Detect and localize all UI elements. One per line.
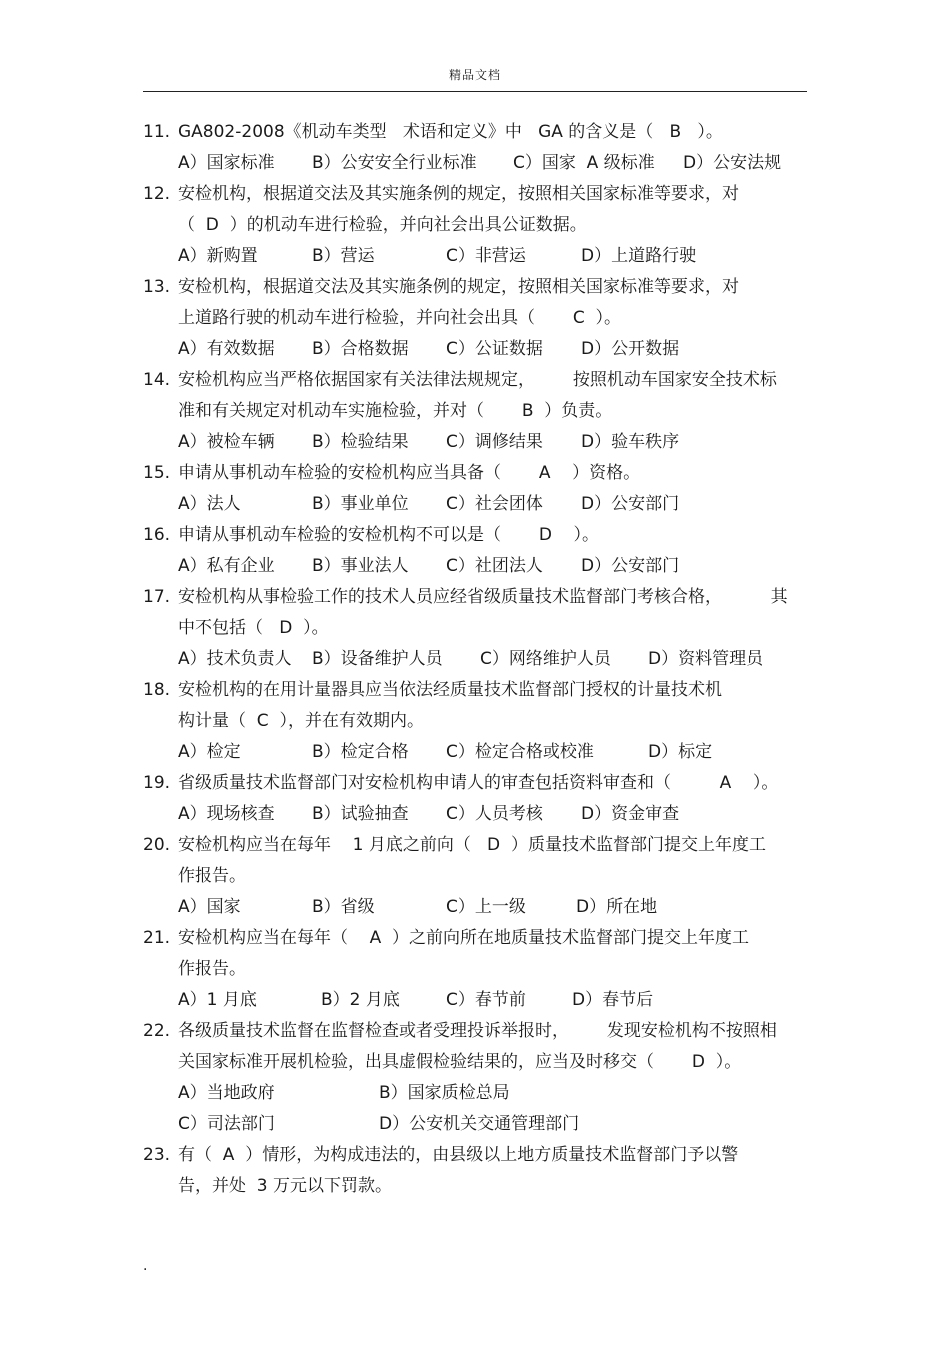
option-choice: D）公安法规 bbox=[683, 153, 782, 173]
option-choice: B）检定合格 bbox=[312, 742, 409, 762]
option-choice: B）国家质检总局 bbox=[379, 1083, 510, 1103]
question-text-line: 有（ A ）情形，为构成违法的，由县级以上地方质量技术监督部门予以警 bbox=[178, 1145, 739, 1165]
question-item bbox=[143, 365, 807, 427]
question-text-line: 安检机构，根据道交法及其实施条例的规定，按照相关国家标准等要求，对 bbox=[178, 184, 739, 204]
option-choice: B）试验抽查 bbox=[312, 804, 409, 824]
option-choice: A）国家标准 bbox=[178, 153, 275, 173]
option-row bbox=[143, 1109, 807, 1140]
question-number: 20. bbox=[143, 835, 171, 855]
question-text-line: 作报告。 bbox=[178, 959, 246, 979]
question-text-line: 安检机构应当在每年 1 月底之前向（ D ）质量技术监督部门提交上年度工 bbox=[178, 835, 766, 855]
question-text-line: 作报告。 bbox=[178, 866, 246, 886]
question-item bbox=[143, 272, 807, 334]
option-choice: B）省级 bbox=[312, 897, 375, 917]
question-number: 16. bbox=[143, 525, 171, 545]
option-choice: D）标定 bbox=[648, 742, 713, 762]
question-number: 22. bbox=[143, 1021, 171, 1041]
option-choice: C）调修结果 bbox=[446, 432, 543, 452]
question-item bbox=[143, 179, 807, 241]
question-number: 18. bbox=[143, 680, 171, 700]
option-row bbox=[143, 737, 807, 768]
option-choice: C）网络维护人员 bbox=[480, 649, 611, 669]
question-item bbox=[143, 117, 807, 148]
question-list bbox=[143, 117, 807, 1202]
option-choice: C）司法部门 bbox=[178, 1114, 275, 1134]
option-row bbox=[143, 148, 807, 179]
option-choice: A）新购置 bbox=[178, 246, 258, 266]
question-number: 12. bbox=[143, 184, 171, 204]
question-item bbox=[143, 675, 807, 737]
option-choice: C）公证数据 bbox=[446, 339, 543, 359]
option-row bbox=[143, 1078, 807, 1109]
option-choice: D）春节后 bbox=[572, 990, 654, 1010]
option-choice: C）国家 A 级标准 bbox=[513, 153, 655, 173]
question-text-line: 申请从事机动车检验的安检机构不可以是（ D ）。 bbox=[178, 525, 600, 545]
question-text-line: 安检机构应当在每年（ A ）之前向所在地质量技术监督部门提交上年度工 bbox=[178, 928, 750, 948]
option-choice: B）检验结果 bbox=[312, 432, 409, 452]
option-choice: C）社会团体 bbox=[446, 494, 543, 514]
option-choice: A）技术负责人 bbox=[178, 649, 292, 669]
option-row bbox=[143, 334, 807, 365]
option-row bbox=[143, 892, 807, 923]
question-number: 23. bbox=[143, 1145, 171, 1165]
question-text-line: 上道路行驶的机动车进行检验，并向社会出具（ C ）。 bbox=[178, 308, 622, 328]
question-item bbox=[143, 923, 807, 985]
option-row bbox=[143, 799, 807, 830]
option-choice: A）当地政府 bbox=[178, 1083, 275, 1103]
question-text-line: 关国家标准开展机检验，出具虚假检验结果的，应当及时移交（ D ）。 bbox=[178, 1052, 742, 1072]
option-choice: B）公安安全行业标准 bbox=[312, 153, 477, 173]
question-text-line: 各级质量技术监督在监督检查或者受理投诉举报时， 发现安检机构不按照相 bbox=[178, 1021, 777, 1041]
option-choice: D）资金审查 bbox=[581, 804, 680, 824]
option-choice: D）资料管理员 bbox=[648, 649, 764, 669]
question-text-line: 构计量（ C ），并在有效期内。 bbox=[178, 711, 424, 731]
question-item bbox=[143, 458, 807, 489]
question-text-line: 安检机构从事检验工作的技术人员应经省级质量技术监督部门考核合格， 其 bbox=[178, 587, 788, 607]
option-choice: D）验车秩序 bbox=[581, 432, 680, 452]
option-choice: B）2 月底 bbox=[321, 990, 400, 1010]
question-text-line: 中不包括（ D ）。 bbox=[178, 618, 329, 638]
question-item bbox=[143, 520, 807, 551]
option-choice: A）有效数据 bbox=[178, 339, 275, 359]
question-number: 17. bbox=[143, 587, 171, 607]
question-text-line: 申请从事机动车检验的安检机构应当具备（ A ）资格。 bbox=[178, 463, 641, 483]
question-item bbox=[143, 1016, 807, 1078]
option-choice: C）春节前 bbox=[446, 990, 526, 1010]
option-choice: D）公安部门 bbox=[581, 556, 680, 576]
option-choice: A）1 月底 bbox=[178, 990, 257, 1010]
option-choice: B）营运 bbox=[312, 246, 375, 266]
header-divider bbox=[143, 91, 807, 92]
option-choice: A）检定 bbox=[178, 742, 241, 762]
option-row bbox=[143, 644, 807, 675]
question-item bbox=[143, 1140, 807, 1202]
question-number: 11. bbox=[143, 122, 171, 142]
option-choice: D）公开数据 bbox=[581, 339, 680, 359]
question-number: 14. bbox=[143, 370, 171, 390]
question-text-line: 安检机构，根据道交法及其实施条例的规定，按照相关国家标准等要求，对 bbox=[178, 277, 739, 297]
footer-mark: . bbox=[143, 1258, 148, 1274]
question-item bbox=[143, 830, 807, 892]
question-number: 13. bbox=[143, 277, 171, 297]
option-choice: A）被检车辆 bbox=[178, 432, 275, 452]
option-choice: C）上一级 bbox=[446, 897, 526, 917]
option-choice: D）公安机关交通管理部门 bbox=[379, 1114, 580, 1134]
question-text-line: 告，并处 3 万元以下罚款。 bbox=[178, 1176, 393, 1196]
option-choice: C）人员考核 bbox=[446, 804, 543, 824]
option-choice: B）设备维护人员 bbox=[312, 649, 443, 669]
option-choice: A）国家 bbox=[178, 897, 241, 917]
option-row bbox=[143, 427, 807, 458]
option-row bbox=[143, 551, 807, 582]
question-number: 19. bbox=[143, 773, 171, 793]
option-row bbox=[143, 489, 807, 520]
option-choice: B）事业单位 bbox=[312, 494, 409, 514]
question-number: 21. bbox=[143, 928, 171, 948]
option-choice: B）事业法人 bbox=[312, 556, 409, 576]
question-text-line: GA802-2008《机动车类型 术语和定义》中 GA 的含义是（ B ）。 bbox=[178, 122, 723, 142]
question-text-line: 省级质量技术监督部门对安检机构申请人的审查包括资料审查和（ A ）。 bbox=[178, 773, 779, 793]
question-text-line: 安检机构的在用计量器具应当依法经质量技术监督部门授权的计量技术机 bbox=[178, 680, 722, 700]
question-text-line: 安检机构应当严格依据国家有关法律法规规定， 按照机动车国家安全技术标 bbox=[178, 370, 777, 390]
question-item bbox=[143, 768, 807, 799]
option-choice: A）私有企业 bbox=[178, 556, 275, 576]
option-choice: B）合格数据 bbox=[312, 339, 409, 359]
option-choice: A）现场核查 bbox=[178, 804, 275, 824]
option-choice: C）检定合格或校准 bbox=[446, 742, 594, 762]
question-number: 15. bbox=[143, 463, 171, 483]
option-choice: C）非营运 bbox=[446, 246, 526, 266]
page-header-title: 精品文档 bbox=[448, 68, 501, 82]
option-choice: D）公安部门 bbox=[581, 494, 680, 514]
question-text-line: 准和有关规定对机动车实施检验，并对（ B ）负责。 bbox=[178, 401, 613, 421]
option-choice: A）法人 bbox=[178, 494, 241, 514]
option-row bbox=[143, 241, 807, 272]
option-choice: D）所在地 bbox=[576, 897, 658, 917]
question-item bbox=[143, 582, 807, 644]
option-row bbox=[143, 985, 807, 1016]
option-choice: C）社团法人 bbox=[446, 556, 543, 576]
question-text-line: （ D ）的机动车进行检验，并向社会出具公证数据。 bbox=[178, 215, 587, 235]
option-choice: D）上道路行驶 bbox=[581, 246, 697, 266]
